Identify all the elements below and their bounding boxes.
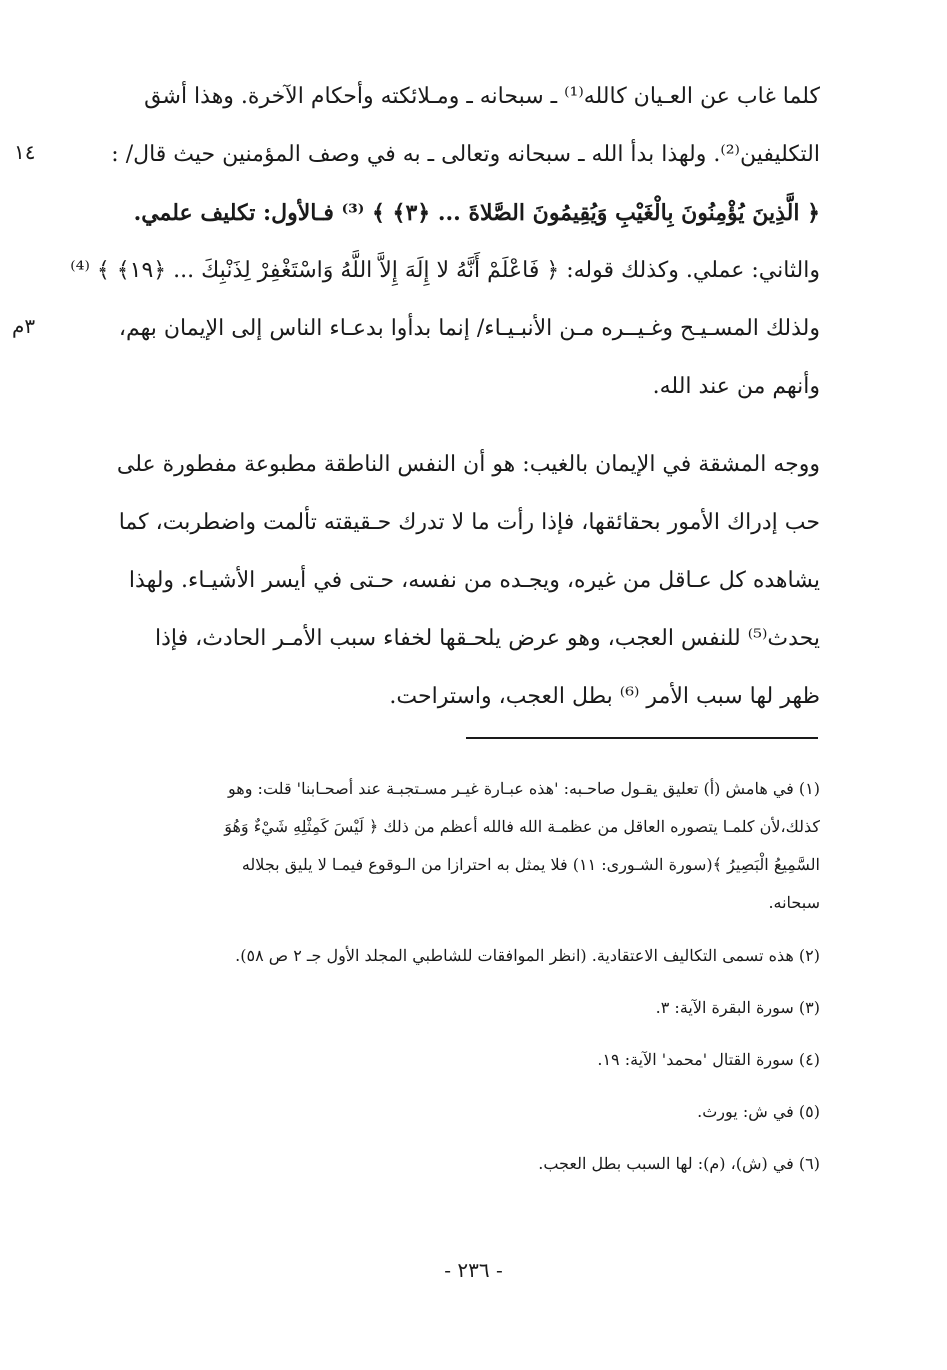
- text-line: كلما غاب عن العـيان كالله⁽¹⁾ ـ سبحانه ـ ومـلائكته وأحكام الآخرة. وهذا أشق: [144, 84, 820, 109]
- footnote-1: [82, 770, 820, 922]
- footnote-4: (٤) سورة القتال 'محمد' الآية: ١٩.: [597, 1050, 820, 1069]
- text-line: ووجه المشقة في الإيمان بالغيب: هو أن النفس الناطقة مطبوعة مفطورة على: [116, 452, 820, 477]
- main-text: [70, 68, 820, 726]
- text-line: والثاني: عملي. وكذلك قوله: ﴿ فَاعْلَمْ أَنَّهُ لا إِلَهَ إِلاَّ اللَّهُ وَاسْتَغْفِرْ لِذَنْبِكَ ... ﴿١٩﴾ ﴾ ⁽⁴⁾: [70, 258, 820, 283]
- footnote-line: السَّمِيعُ الْبَصِيرُ ﴾(سورة الشـورى: ١١) فلا يمثل به احترازا من الـوقوع فيمـا لا يليق بجلاله: [241, 855, 820, 874]
- footnote-separator: [466, 737, 818, 739]
- text-line: يحدث⁽⁵⁾ للنفس العجب، وهو عرض يلحـقها لخفاء سبب الأمـر الحادث، فإذا: [154, 626, 820, 651]
- text-line: وأنهم من عند الله.: [652, 374, 820, 399]
- footnote-6: (٦) في (ش)، (م): لها السبب بطل العجب.: [538, 1154, 820, 1173]
- paragraph-gap: [82, 416, 820, 436]
- footnote-line: (١) في هامش (أ) تعليق يقـول صاحـبه: 'هذه عبـارة غيـر مسـتجبـة عند أصحـابنا' قلت: وهو: [228, 779, 820, 798]
- footnote-3: (٣) سورة البقرة الآية: ٣.: [655, 998, 820, 1017]
- text-line-quran-verse: ﴿ الَّذِينَ يُؤْمِنُونَ بِالْغَيْبِ وَيُقِيمُونَ الصَّلاةَ ... ﴿٣﴾ ﴾ ⁽³⁾ فـالأول: تكليف علمي.: [133, 200, 820, 226]
- text-line: يشاهده كل عـاقل من غيره، ويجـده من نفسه، حـتى في أيسر الأشيـاء. ولهذا: [128, 568, 820, 593]
- footnote-2: (٢) هذه تسمى التكاليف الاعتقادية. (انظر الموافقات للشاطبي المجلد الأول جـ ٢ ص ٥٨).: [235, 946, 820, 965]
- margin-note-folio-14: ١٤: [14, 140, 36, 164]
- margin-note-folio-3m: ٣م: [12, 314, 36, 338]
- text-line: التكليفين⁽²⁾. ولهذا بدأ الله ـ سبحانه وتعالى ـ به في وصف المؤمنين حيث قال/ :: [111, 142, 820, 167]
- text-line: ولذلك المسـيـح وغـيــره مـن الأنبـيـاء/ إنما بدأوا بدعـاء الناس إلى الإيمان بهم،: [118, 316, 820, 341]
- text-line: حب إدراك الأمور بحقائقها، فإذا رأت ما لا تدرك حـقيقته تألمت واضطربت، كما: [118, 510, 820, 535]
- text-line: ظهر لها سبب الأمر ⁽⁶⁾ بطل العجب، واستراحت.: [389, 684, 820, 709]
- footnotes: [82, 770, 820, 1198]
- page-number: - ٢٣٦ -: [444, 1258, 503, 1282]
- footnote-line: كذلك،لأن كلمـا يتصوره العاقل من عظمـة الله فالله أعظم من ذلك ﴿ لَيْسَ كَمِثْلِهِ شَيْءٌ وَهُوَ: [224, 817, 820, 836]
- footnote-line: سبحانه.: [768, 893, 820, 912]
- footnote-5: (٥) في ش: يورث.: [697, 1102, 820, 1121]
